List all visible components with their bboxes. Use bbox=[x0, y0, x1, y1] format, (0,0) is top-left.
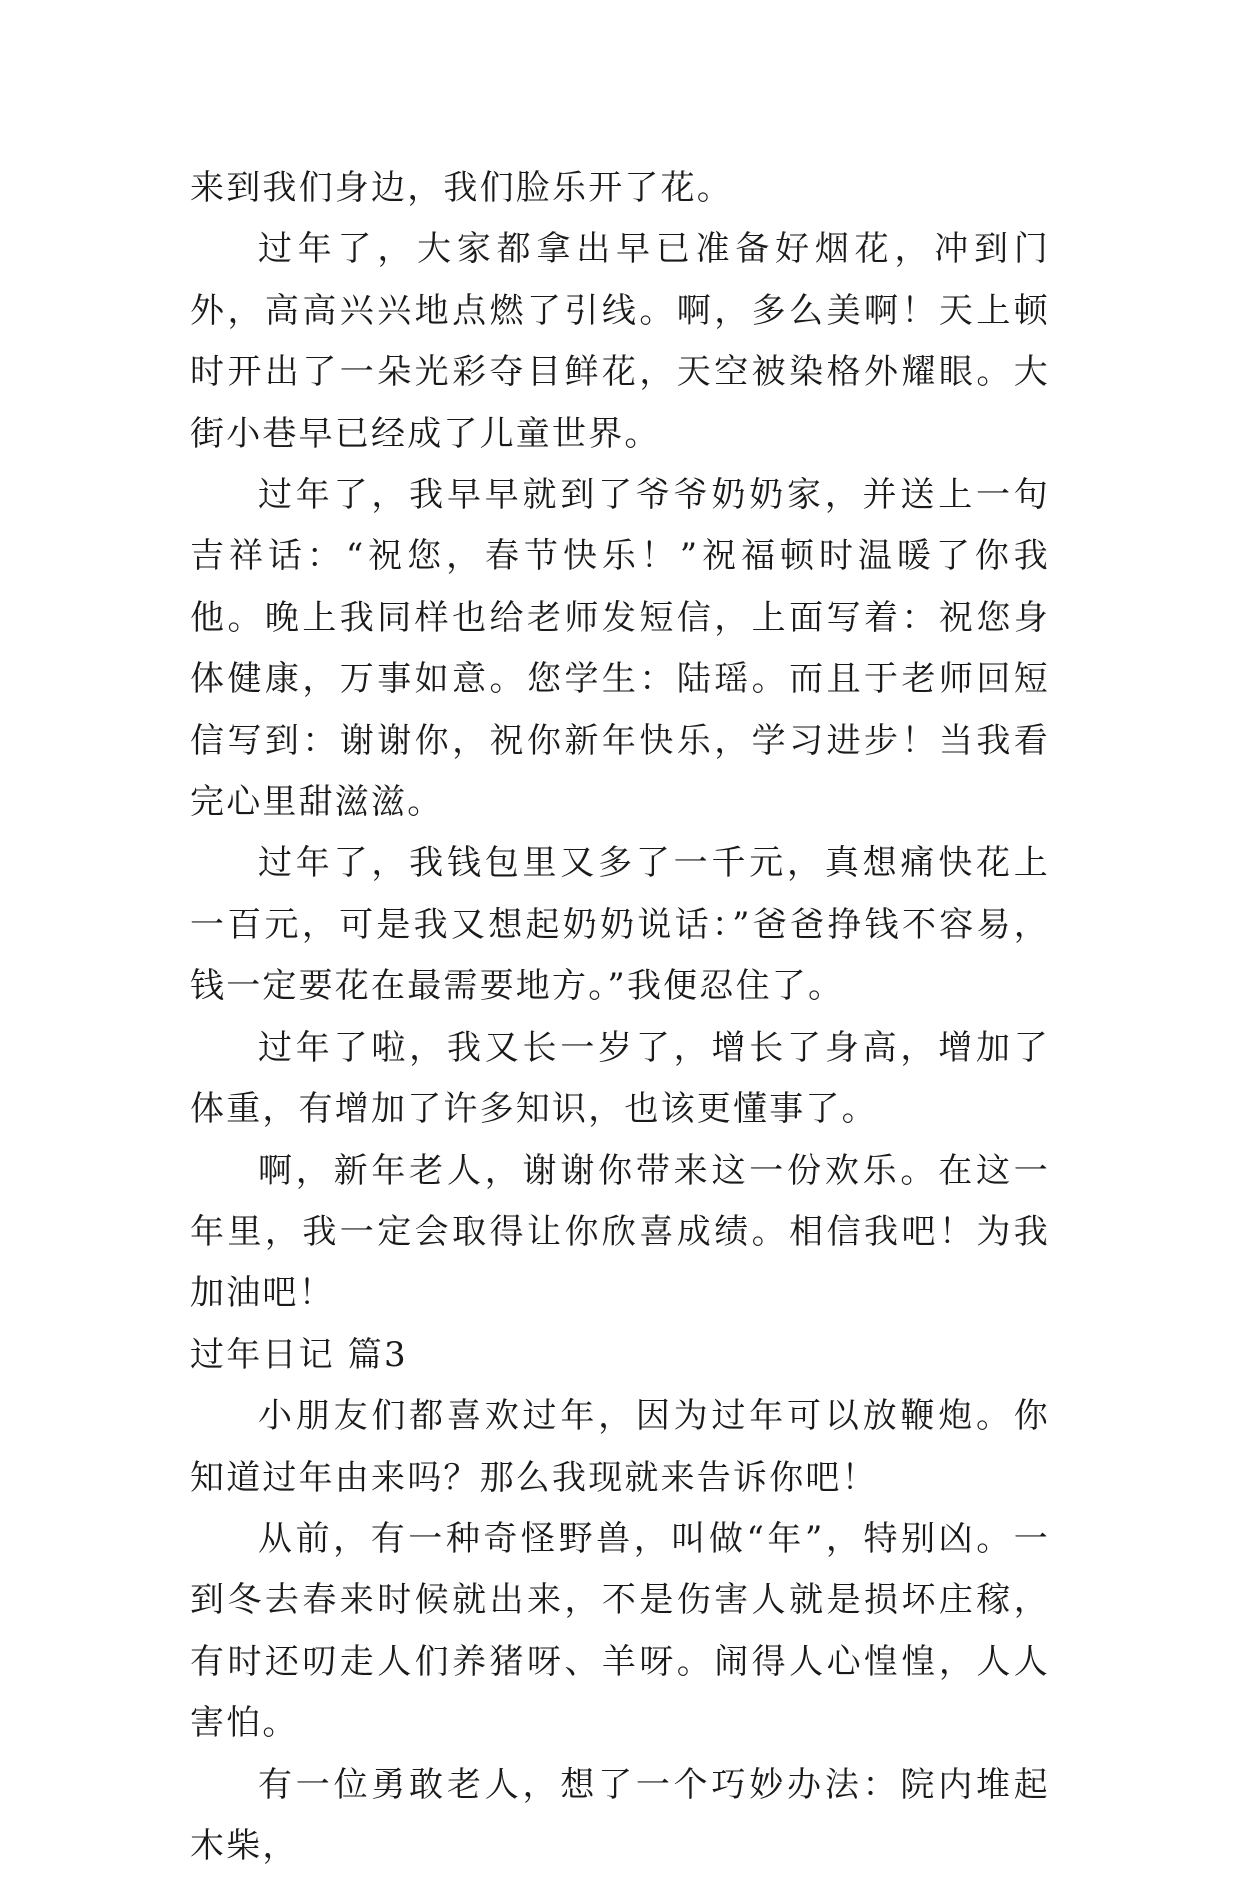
document-body bbox=[190, 158, 1050, 1877]
paragraph-fireworks: 过年了，大家都拿出早已准备好烟花，冲到门外，高高兴兴地点燃了引线。啊，多么美啊！天上顿时开出了一朵光彩夺目鲜花，天空被染格外耀眼。大街小巷早已经成了儿童世界。 bbox=[190, 229, 1050, 454]
paragraph-new-year-wish: 啊，新年老人，谢谢你带来这一份欢乐。在这一年里，我一定会取得让你欣喜成绩。相信我吧！为我加油吧！ bbox=[190, 1150, 1050, 1314]
paragraph-nian-beast: 从前，有一种奇怪野兽，叫做“年”，特别凶。一到冬去春来时候就出来，不是伤害人就是损坏庄稼，有时还叨走人们养猪呀、羊呀。闹得人心惶惶，人人害怕。 bbox=[190, 1518, 1050, 1744]
paragraph-wallet: 过年了，我钱包里又多了一千元，真想痛快花上一百元，可是我又想起奶奶说话：”爸爸挣钱不容易，钱一定要花在最需要地方。”我便忍住了。 bbox=[190, 843, 1050, 1007]
paragraph-continuation: 来到我们身边，我们脸乐开了花。 bbox=[190, 168, 733, 208]
paragraph-growing-up: 过年了啦，我又长一岁了，增长了身高，增加了体重，有增加了许多知识，也该更懂事了。 bbox=[190, 1027, 1050, 1130]
paragraph-grandparents: 过年了，我早早就到了爷爷奶奶家，并送上一句吉祥话：“祝您，春节快乐！”祝福顿时温暖了你我他。晚上我同样也给老师发短信，上面写着：祝您身体健康，万事如意。您学生：陆瑶。而且于老师回短信写到：谢谢你，祝你新年快乐，学习进步！当我看完心里甜滋滋。 bbox=[190, 475, 1050, 823]
paragraph-firecrackers: 小朋友们都喜欢过年，因为过年可以放鞭炮。你知道过年由来吗？那么我现就来告诉你吧！ bbox=[190, 1396, 1050, 1498]
section-heading: 过年日记 篇3 bbox=[190, 1334, 408, 1375]
paragraph-old-man: 有一位勇敢老人，想了一个巧妙办法：院内堆起木柴， bbox=[190, 1764, 1050, 1866]
